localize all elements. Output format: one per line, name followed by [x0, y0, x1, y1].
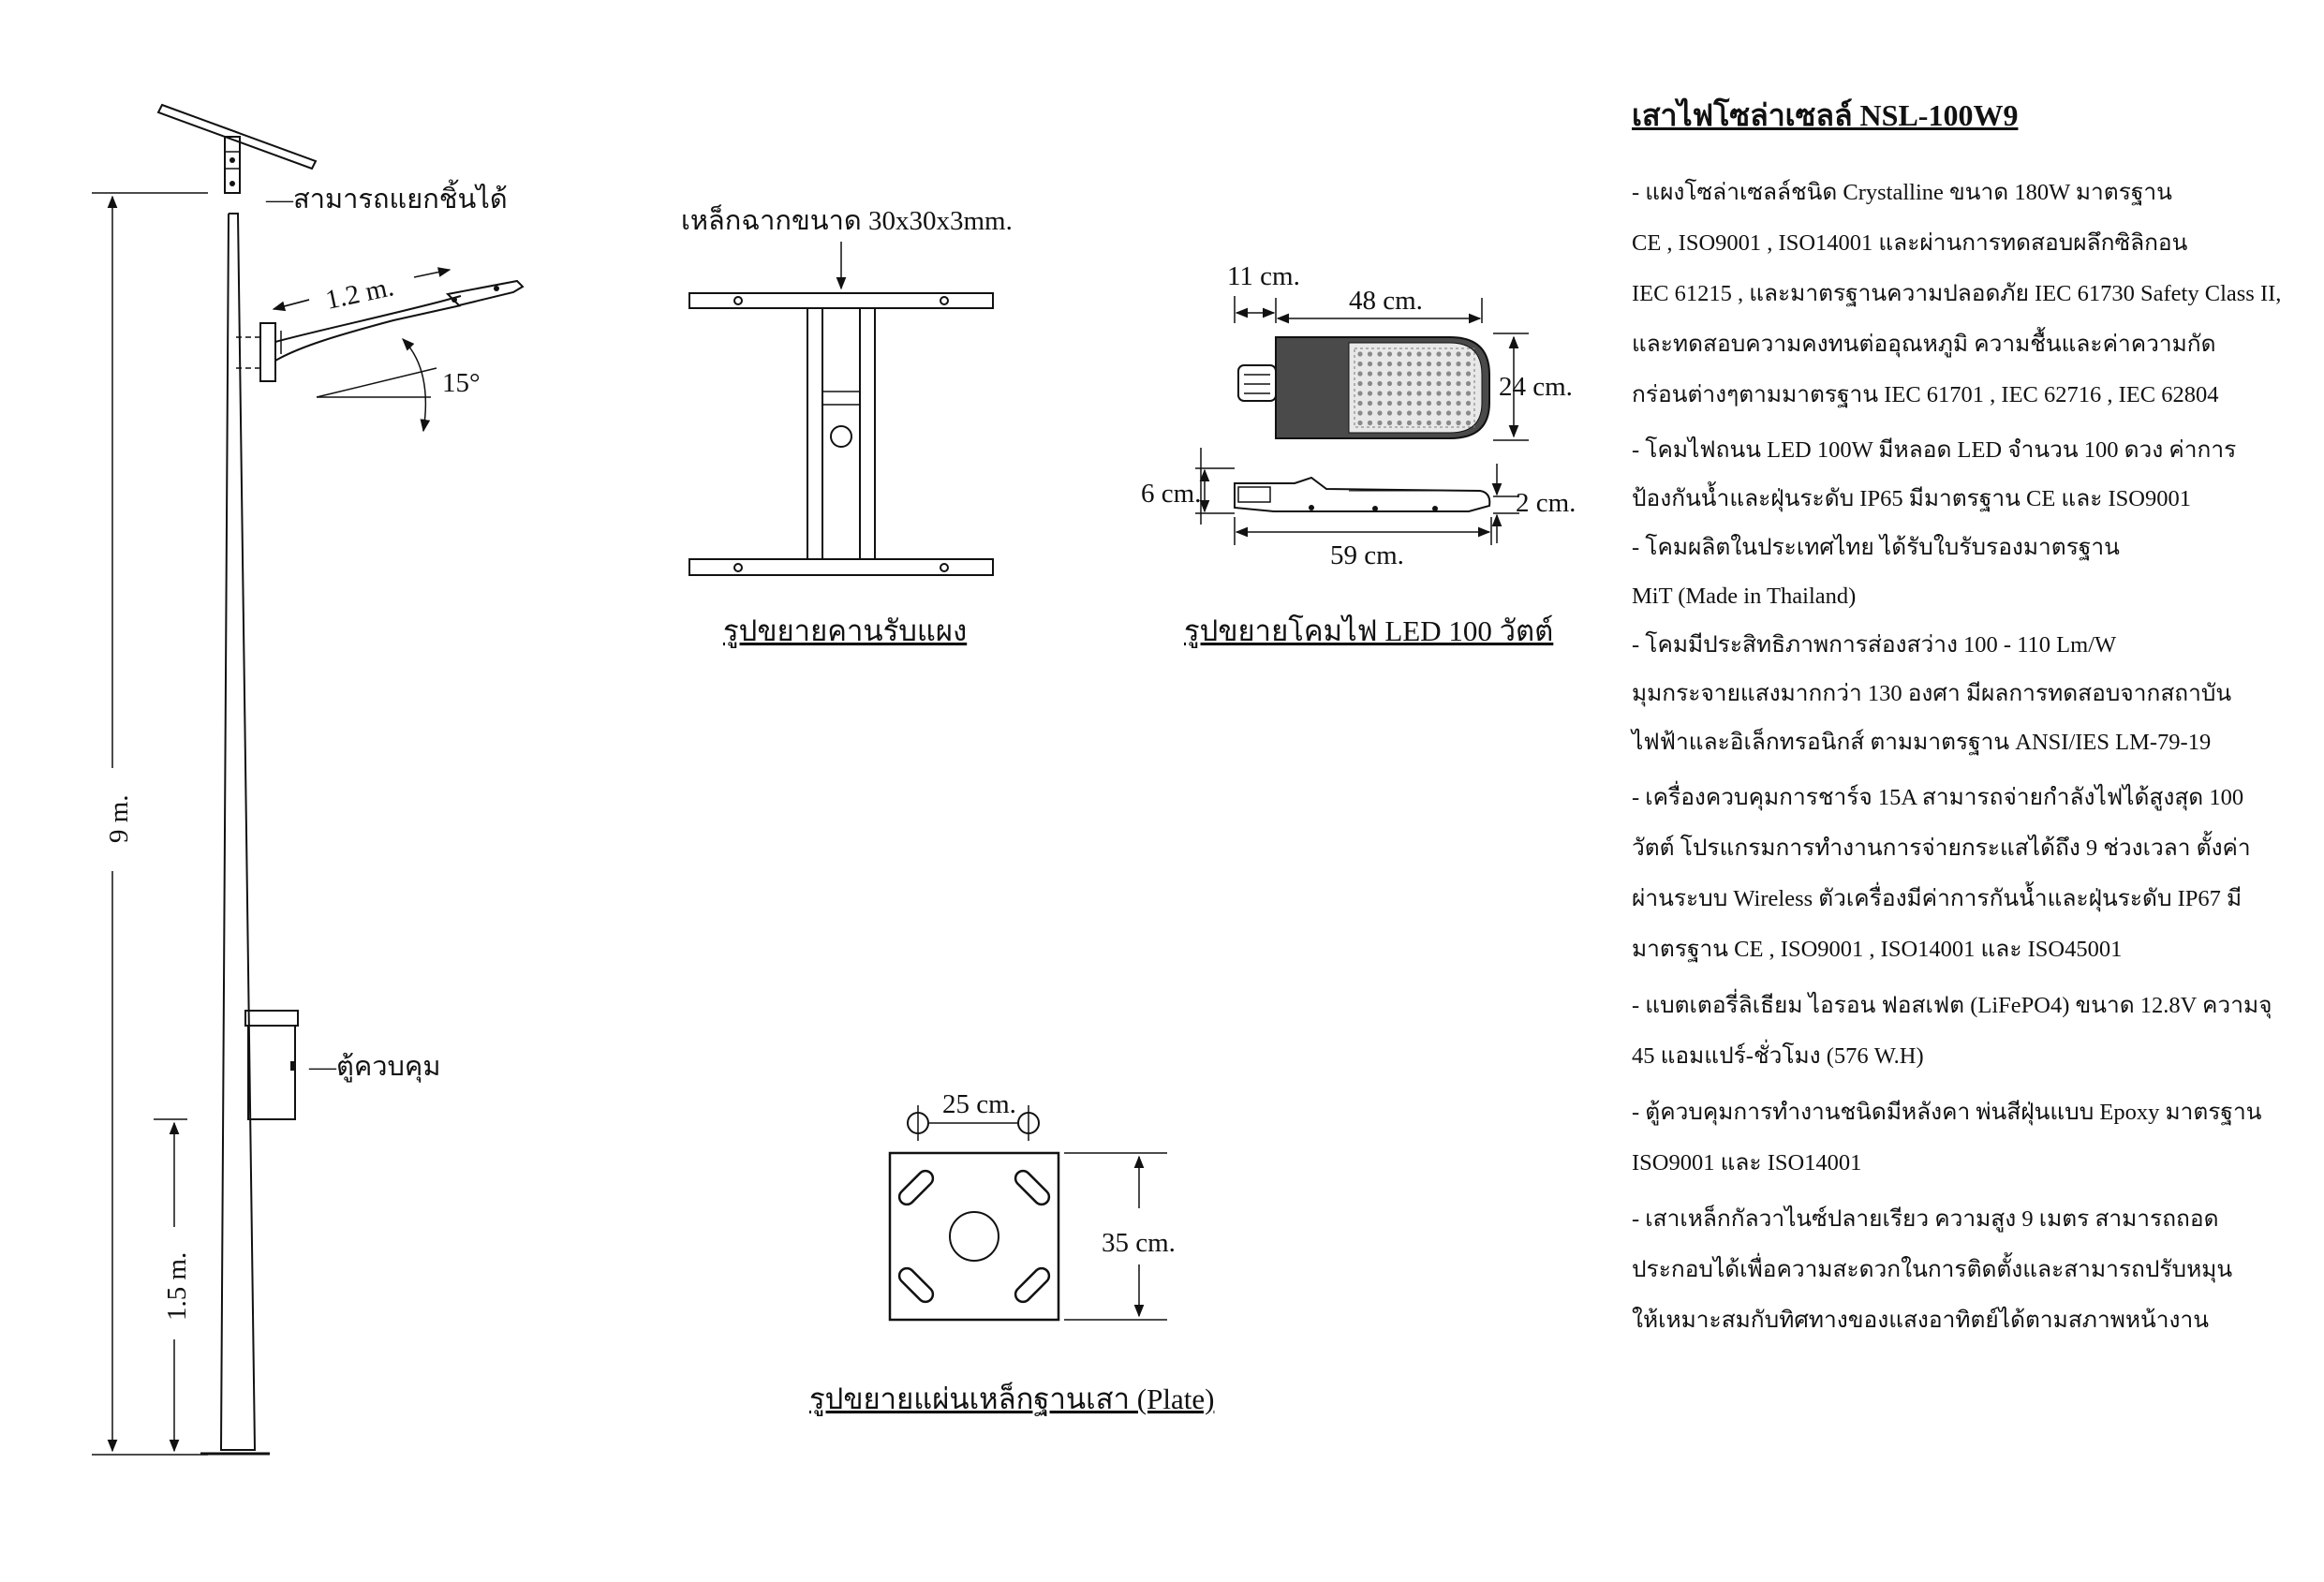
- led-dot: [1357, 391, 1362, 395]
- control-box-label: —ตู้ควบคุม: [309, 1052, 441, 1082]
- pole-elevation: [92, 105, 523, 1455]
- led-dot: [1397, 421, 1401, 425]
- led-dot: [1387, 351, 1392, 356]
- led-dot: [1456, 391, 1460, 395]
- led-dot: [1436, 410, 1441, 415]
- led-dot: [1387, 421, 1392, 425]
- led-dot: [1466, 401, 1471, 406]
- box-height-label: 1.5 m.: [162, 1251, 192, 1321]
- led-dot: [1357, 421, 1362, 425]
- led-dot: [1357, 381, 1362, 386]
- led-dot: [1368, 371, 1372, 376]
- separable-label: —สามารถแยกชิ้นได้: [266, 185, 508, 214]
- led-dot: [1377, 410, 1382, 415]
- led-dot: [1368, 410, 1372, 415]
- led-dot: [1368, 401, 1372, 406]
- led-dot: [1427, 410, 1431, 415]
- led-dot: [1368, 421, 1372, 425]
- lamp-dim-2: 2 cm.: [1516, 488, 1576, 518]
- led-dot: [1377, 351, 1382, 356]
- plate-dim-35: 35 cm.: [1102, 1228, 1176, 1258]
- specification-panel: [1632, 92, 2306, 1352]
- spec-line: 45 แอมแปร์-ชั่วโมง (576 W.H): [1632, 1043, 1924, 1069]
- led-dot: [1377, 362, 1382, 366]
- lamp-dim-48: 48 cm.: [1349, 286, 1423, 316]
- pole-height-label: 9 m.: [104, 794, 134, 843]
- arm-length-label: 1.2 m.: [322, 272, 397, 316]
- solar-panel: [158, 105, 316, 193]
- led-dot: [1427, 351, 1431, 356]
- led-dot: [1466, 351, 1471, 356]
- led-dot: [1446, 371, 1451, 376]
- led-dot: [1427, 371, 1431, 376]
- spec-paragraph: [1632, 168, 2306, 421]
- led-lamp-detail: [1141, 261, 1576, 648]
- led-dot: [1387, 381, 1392, 386]
- spec-line: และทดสอบความคงทนต่ออุณหภูมิ ความชื้นและค่าความกัด: [1632, 332, 2216, 357]
- led-dot: [1407, 381, 1412, 386]
- led-dot: [1446, 381, 1451, 386]
- led-dot: [1427, 362, 1431, 366]
- led-dot: [1416, 381, 1421, 386]
- led-dot: [1436, 391, 1441, 395]
- spec-line: - แบตเตอรี่ลิเธียม ไอรอน ฟอสเฟต (LiFePO4) ขนาด 12.8V ความจุ: [1632, 993, 2272, 1018]
- led-dot: [1397, 371, 1401, 376]
- lamp-dim-6: 6 cm.: [1141, 479, 1202, 509]
- led-dot: [1397, 362, 1401, 366]
- led-dot: [1446, 421, 1451, 425]
- led-dot: [1407, 410, 1412, 415]
- panel-bracket-detail: [681, 203, 1013, 648]
- led-dot: [1436, 362, 1441, 366]
- spec-line: กร่อนต่างๆตามมาตรฐาน IEC 61701 , IEC 62716 , IEC 62804: [1632, 382, 2219, 407]
- led-dot: [1456, 371, 1460, 376]
- led-dot: [1427, 401, 1431, 406]
- led-dot: [1357, 351, 1362, 356]
- led-dot: [1416, 371, 1421, 376]
- led-dot: [1416, 362, 1421, 366]
- spec-paragraph: [1632, 1194, 2306, 1346]
- led-dot: [1427, 421, 1431, 425]
- spec-line: - โคมผลิตในประเทศไทย ได้รับใบรับรองมาตรฐาน: [1632, 535, 2120, 560]
- led-dot: [1456, 362, 1460, 366]
- led-dot: [1416, 351, 1421, 356]
- led-dot: [1456, 401, 1460, 406]
- spec-line: - เครื่องควบคุมการชาร์จ 15A สามารถจ่ายกำลังไฟได้สูงสุด 100: [1632, 785, 2244, 810]
- spec-line: - เสาเหล็กกัลวาไนซ์ปลายเรียว ความสูง 9 เมตร สามารถถอด: [1632, 1206, 2219, 1232]
- spec-line: วัตต์ โปรแกรมการทำงานการจ่ายกระแสได้ถึง 9 ช่วงเวลา ตั้งค่า: [1632, 835, 2251, 861]
- led-dot: [1466, 371, 1471, 376]
- bracket-caption: รูปขยายคานรับแผง: [723, 614, 968, 647]
- spec-line: CE , ISO9001 , ISO14001 และผ่านการทดสอบผลึกซิลิกอน: [1632, 230, 2188, 256]
- led-dot: [1377, 401, 1382, 406]
- lamp-dim-59: 59 cm.: [1330, 540, 1404, 570]
- spec-line: ป้องกันน้ำและฝุ่นระดับ IP65 มีมาตรฐาน CE และ ISO9001: [1632, 486, 2191, 511]
- led-dot: [1416, 401, 1421, 406]
- led-dot: [1446, 391, 1451, 395]
- led-dot: [1446, 401, 1451, 406]
- spec-line: มาตรฐาน CE , ISO9001 , ISO14001 และ ISO45001: [1632, 937, 2123, 962]
- lamp-caption: รูปขยายโคมไฟ LED 100 วัตต์: [1184, 614, 1554, 647]
- led-dot: [1407, 371, 1412, 376]
- lamp-dim-11: 11 cm.: [1227, 261, 1300, 291]
- spec-body: [1632, 168, 2306, 1346]
- led-dot: [1466, 410, 1471, 415]
- led-dot: [1407, 401, 1412, 406]
- led-dot: [1436, 421, 1441, 425]
- led-dot: [1446, 351, 1451, 356]
- spec-line: ให้เหมาะสมกับทิศทางของแสงอาทิตย์ได้ตามสภาพหน้างาน: [1632, 1308, 2209, 1333]
- pole-shaft: [200, 214, 270, 1454]
- led-dot: [1397, 381, 1401, 386]
- spec-paragraph: [1632, 981, 2306, 1082]
- led-dot: [1377, 421, 1382, 425]
- spec-line: ประกอบได้เพื่อความสะดวกในการติดตั้งและสามารถปรับหมุน: [1632, 1257, 2233, 1282]
- led-dot: [1407, 351, 1412, 356]
- led-dot: [1427, 391, 1431, 395]
- led-dot: [1387, 362, 1392, 366]
- led-dot: [1416, 410, 1421, 415]
- led-dot: [1436, 381, 1441, 386]
- spec-line: มุมกระจายแสงมากกว่า 130 องศา มีผลการทดสอบจากสถาบัน: [1632, 681, 2232, 706]
- arm-dimension: [274, 270, 450, 316]
- led-dot: [1466, 391, 1471, 395]
- spec-line: IEC 61215 , และมาตรฐานความปลอดภัย IEC 61730 Safety Class II,: [1632, 281, 2282, 306]
- led-dot: [1387, 410, 1392, 415]
- led-dot: [1416, 391, 1421, 395]
- led-dot: [1466, 421, 1471, 425]
- led-dot: [1397, 391, 1401, 395]
- box-height-dimension: [154, 1119, 192, 1451]
- led-dot: [1368, 381, 1372, 386]
- led-dot: [1377, 381, 1382, 386]
- led-dot: [1407, 421, 1412, 425]
- led-dot: [1436, 371, 1441, 376]
- spec-line: ผ่านระบบ Wireless ตัวเครื่องมีค่าการกันน้ำและฝุ่นระดับ IP67 มี: [1632, 886, 2243, 911]
- led-dot: [1368, 391, 1372, 395]
- spec-line: - โคมมีประสิทธิภาพการส่องสว่าง 100 - 110 Lm/W: [1632, 632, 2117, 658]
- bracket-steel-label: เหล็กฉากขนาด 30x30x3mm.: [681, 206, 1013, 236]
- spec-line: ISO9001 และ ISO14001: [1632, 1150, 1862, 1175]
- led-dot: [1456, 410, 1460, 415]
- led-dot: [1427, 381, 1431, 386]
- led-dot: [1387, 401, 1392, 406]
- spec-title: เสาไฟโซล่าเซลล์ NSL-100W9: [1632, 98, 2019, 132]
- spec-paragraph: [1632, 773, 2306, 975]
- control-box: [245, 1011, 440, 1119]
- plate-caption: รูปขยายแผ่นเหล็กฐานเสา (Plate): [809, 1382, 1215, 1415]
- led-dot: [1357, 410, 1362, 415]
- led-dot: [1368, 351, 1372, 356]
- led-dot: [1407, 391, 1412, 395]
- spec-line: - ตู้ควบคุมการทำงานชนิดมีหลังคา พ่นสีฝุ่นแบบ Epoxy มาตรฐาน: [1632, 1100, 2262, 1125]
- led-dot: [1397, 351, 1401, 356]
- tilt-angle-label: 15°: [442, 368, 481, 398]
- led-dot: [1456, 351, 1460, 356]
- spec-paragraph: [1632, 426, 2306, 767]
- led-dot: [1397, 410, 1401, 415]
- led-dot: [1446, 410, 1451, 415]
- led-dot: [1387, 391, 1392, 395]
- led-dot: [1357, 401, 1362, 406]
- lamp-dim-24: 24 cm.: [1499, 372, 1573, 402]
- led-dot: [1466, 381, 1471, 386]
- tilt-angle-indicator: [317, 339, 481, 431]
- led-dot: [1456, 381, 1460, 386]
- base-plate-detail: [809, 1089, 1214, 1416]
- spec-line: MiT (Made in Thailand): [1632, 584, 1857, 609]
- spec-line: ไฟฟ้าและอิเล็กทรอนิกส์ ตามมาตรฐาน ANSI/IES LM-79-19: [1632, 730, 2212, 755]
- led-dot: [1368, 362, 1372, 366]
- led-dot: [1377, 371, 1382, 376]
- led-dot: [1357, 362, 1362, 366]
- led-dot: [1357, 371, 1362, 376]
- led-dot: [1446, 362, 1451, 366]
- led-dot: [1407, 362, 1412, 366]
- led-dot: [1397, 401, 1401, 406]
- led-dot: [1466, 362, 1471, 366]
- plate-slots: [896, 1168, 1052, 1305]
- plate-dim-25: 25 cm.: [942, 1089, 1016, 1119]
- led-dot: [1387, 371, 1392, 376]
- spec-line: - แผงโซล่าเซลล์ชนิด Crystalline ขนาด 180W มาตรฐาน: [1632, 180, 2172, 205]
- spec-line: - โคมไฟถนน LED 100W มีหลอด LED จำนวน 100 ดวง ค่าการ: [1632, 437, 2237, 463]
- led-dot: [1416, 421, 1421, 425]
- led-dot: [1436, 401, 1441, 406]
- spec-paragraph: [1632, 1087, 2306, 1189]
- led-dot: [1436, 351, 1441, 356]
- led-dot: [1377, 391, 1382, 395]
- led-dot: [1456, 421, 1460, 425]
